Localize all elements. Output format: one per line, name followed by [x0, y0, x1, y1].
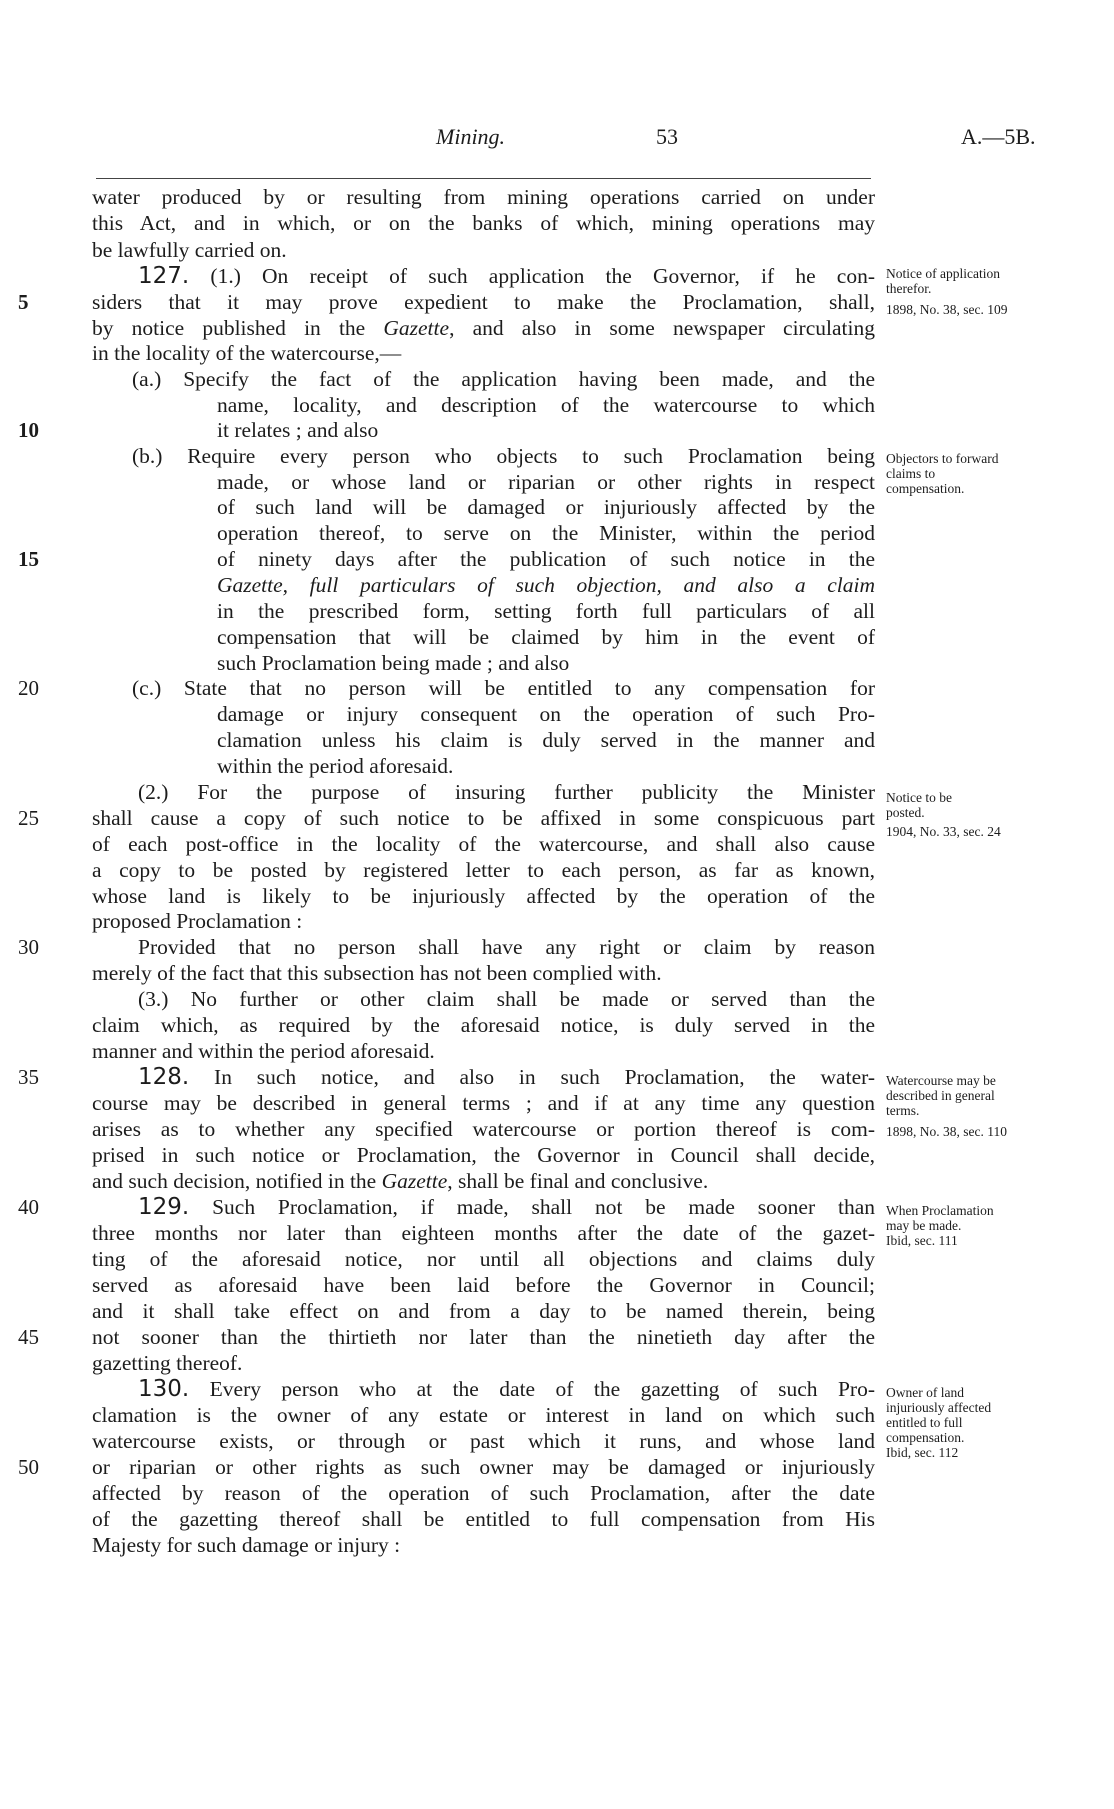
- line-number: 10: [18, 418, 39, 442]
- text-line: affected by reason of the operation of such Proclamation, after the date: [92, 1481, 875, 1505]
- page-number: 53: [656, 124, 678, 149]
- margin-note: Watercourse may be described in general terms. 1898, No. 38, sec. 110: [886, 1073, 1007, 1139]
- text-line: watercourse exists, or through or past which it runs, and whose land: [92, 1429, 875, 1453]
- text-line: be lawfully carried on.: [92, 238, 287, 262]
- text-line: of ninety days after the publication of such notice in the: [217, 547, 875, 571]
- text-line: Gazette, full particulars of such objection, and also a claim: [217, 573, 875, 597]
- line-number: 20: [18, 676, 39, 700]
- text-line: 128. In such notice, and also in such Proclamation, the water-: [138, 1064, 876, 1090]
- text-line: ting of the aforesaid notice, nor until all objections and claims duly: [92, 1247, 875, 1271]
- text-line: proposed Proclamation :: [92, 909, 303, 933]
- text-line: gazetting thereof.: [92, 1351, 243, 1375]
- text-line: (b.) Require every person who objects to such Proclamation being: [132, 444, 875, 468]
- text-line: of each post-office in the locality of the watercourse, and shall also cause: [92, 832, 875, 856]
- text-line: 129. Such Proclamation, if made, shall not be made sooner than: [138, 1194, 875, 1220]
- text-line: and such decision, notified in the Gazette, shall be final and conclusive.: [92, 1169, 709, 1193]
- margin-note: Notice of application therefor. 1898, No. 38, sec. 109: [886, 266, 1008, 317]
- text-line: prised in such notice or Proclamation, the Governor in Council shall decide,: [92, 1143, 875, 1167]
- text-line: in the prescribed form, setting forth full particulars of all: [217, 599, 875, 623]
- text-line: of such land will be damaged or injuriously affected by the: [217, 495, 875, 519]
- text-line: (a.) Specify the fact of the application having been made, and the: [132, 367, 875, 391]
- header-rule: [96, 178, 871, 179]
- text-line: course may be described in general terms ; and if at any time any question: [92, 1091, 875, 1115]
- text-line: three months nor later than eighteen months after the date of the gazet-: [92, 1221, 875, 1245]
- text-line: manner and within the period aforesaid.: [92, 1039, 435, 1063]
- text-line: not sooner than the thirtieth nor later than the ninetieth day after the: [92, 1325, 875, 1349]
- margin-note: Objectors to forward claims to compensation.: [886, 451, 999, 496]
- text-line: and it shall take effect on and from a day to be named therein, being: [92, 1299, 875, 1323]
- text-line: (3.) No further or other claim shall be made or served than the: [138, 987, 875, 1011]
- margin-note: When Proclamation may be made. Ibid, sec. 111: [886, 1203, 994, 1248]
- document-reference: A.—5B.: [961, 124, 1036, 149]
- text-line: a copy to be posted by registered letter to each person, as far as known,: [92, 858, 875, 882]
- text-line: this Act, and in which, or on the banks of which, mining operations may: [92, 211, 875, 235]
- text-line: siders that it may prove expedient to make the Proclamation, shall,: [92, 290, 875, 314]
- text-line: it relates ; and also: [217, 418, 379, 442]
- text-line: claim which, as required by the aforesaid notice, is duly served in the: [92, 1013, 875, 1037]
- text-line: water produced by or resulting from mining operations carried on under: [92, 185, 875, 209]
- text-line: within the period aforesaid.: [217, 754, 454, 778]
- text-line: clamation unless his claim is duly served in the manner and: [217, 728, 875, 752]
- text-line: compensation that will be claimed by him in the event of: [217, 625, 875, 649]
- text-line: 127. (1.) On receipt of such application the Governor, if he con-: [138, 263, 876, 289]
- margin-note: Owner of land injuriously affected entitled to full compensation. Ibid, sec. 112: [886, 1385, 992, 1460]
- text-line: (c.) State that no person will be entitled to any compensation for: [132, 676, 875, 700]
- line-number: 25: [18, 806, 39, 830]
- text-line: Provided that no person shall have any right or claim by reason: [138, 935, 875, 959]
- text-line: made, or whose land or riparian or other rights in respect: [217, 470, 875, 494]
- section-number: 130.: [138, 1376, 190, 1402]
- line-number: 5: [18, 290, 29, 314]
- text-line: operation thereof, to serve on the Minister, within the period: [217, 521, 875, 545]
- text-line: whose land is likely to be injuriously affected by the operation of the: [92, 884, 875, 908]
- text-line: or riparian or other rights as such owner may be damaged or injuriously: [92, 1455, 875, 1479]
- margin-note: Notice to be posted. 1904, No. 33, sec. 24: [886, 790, 1001, 839]
- line-number: 15: [18, 547, 39, 571]
- text-line: such Proclamation being made ; and also: [217, 651, 570, 675]
- text-line: name, locality, and description of the watercourse to which: [217, 393, 875, 417]
- section-number: 128.: [138, 1064, 190, 1090]
- text-line: of the gazetting thereof shall be entitled to full compensation from His: [92, 1507, 875, 1531]
- section-number: 127.: [138, 263, 190, 289]
- line-number: 40: [18, 1195, 39, 1219]
- text-line: shall cause a copy of such notice to be affixed in some conspicuous part: [92, 806, 875, 830]
- text-line: 130. Every person who at the date of the gazetting of such Pro-: [138, 1376, 876, 1402]
- text-line: merely of the fact that this subsection has not been complied with.: [92, 961, 662, 985]
- line-number: 35: [18, 1065, 39, 1089]
- text-line: in the locality of the watercourse,—: [92, 341, 402, 365]
- text-line: (2.) For the purpose of insuring further publicity the Minister: [138, 780, 875, 804]
- line-number: 50: [18, 1455, 39, 1479]
- text-line: Majesty for such damage or injury :: [92, 1533, 401, 1557]
- text-line: served as aforesaid have been laid before the Governor in Council;: [92, 1273, 875, 1297]
- section-number: 129.: [138, 1194, 190, 1220]
- running-title: Mining.: [436, 124, 506, 149]
- text-line: arises as to whether any specified watercourse or portion thereof is com-: [92, 1117, 875, 1141]
- line-number: 45: [18, 1325, 39, 1349]
- page-header: [0, 124, 1114, 154]
- line-number: 30: [18, 935, 39, 959]
- text-line: by notice published in the Gazette, and also in some newspaper circulating: [92, 316, 875, 340]
- text-line: clamation is the owner of any estate or interest in land on which such: [92, 1403, 875, 1427]
- text-line: damage or injury consequent on the operation of such Pro-: [217, 702, 875, 726]
